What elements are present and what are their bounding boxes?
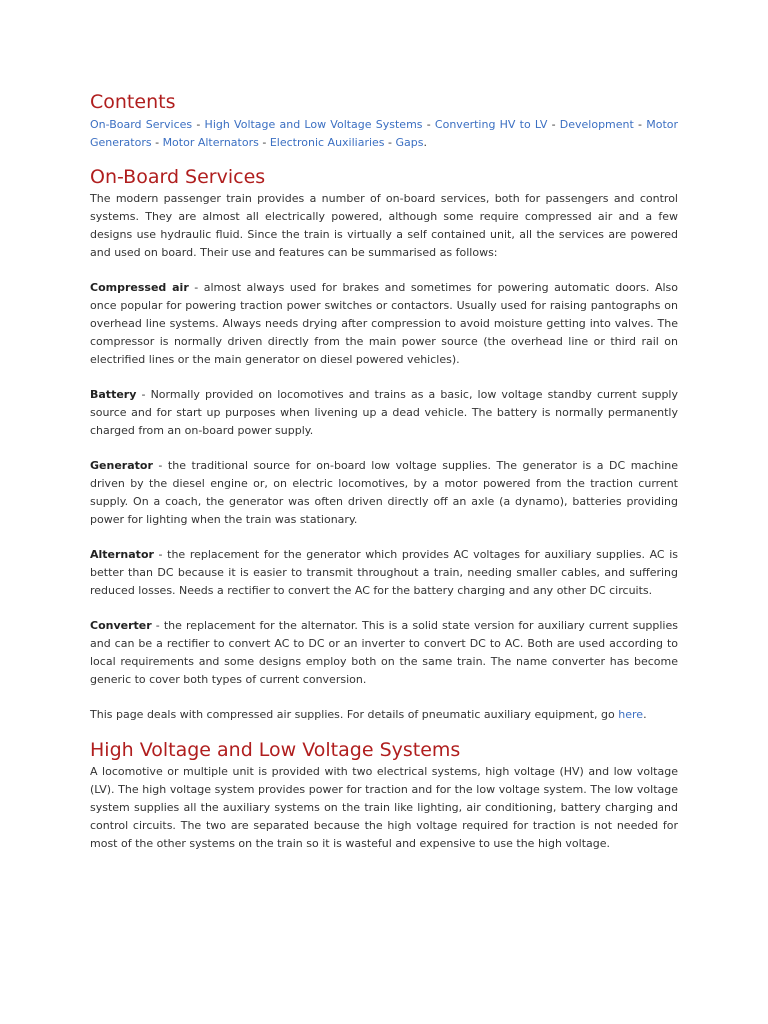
toc-link-converting-hv-lv[interactable]: Converting HV to LV — [434, 118, 548, 131]
toc-link-hv-lv-systems[interactable]: High Voltage and Low Voltage Systems — [204, 118, 423, 131]
converter-text: - the replacement for the alternator. This is a solid state version for auxiliary current supplies and can be a rectifier to convert AC to DC or an inverter to convert DC to AC. Both are used according to local requirements and some designs employ both on the same train. The name converter has become generic to cover both types of current conversion. — [90, 619, 678, 686]
toc-link-motor-generators[interactable]: Motor Generators — [90, 118, 679, 149]
toc-separator: - — [258, 136, 270, 149]
pneumatic-note-paragraph — [90, 706, 678, 724]
battery-paragraph — [90, 386, 678, 440]
toc-terminator: . — [423, 136, 427, 149]
generator-term: Generator — [90, 459, 153, 472]
generator-paragraph — [90, 457, 678, 529]
compressed-air-paragraph — [90, 279, 678, 369]
battery-term: Battery — [90, 388, 137, 401]
alternator-text: - the replacement for the generator which provides AC voltages for auxiliary supplies. AC is better than DC because it is easier to transmit throughout a train, needing smaller cables, and suffering reduced losses. Needs a rectifier to convert the AC for the battery charging and any other DC circuits. — [90, 548, 678, 597]
converter-paragraph — [90, 617, 678, 689]
alternator-term: Alternator — [90, 548, 154, 561]
table-of-contents — [90, 116, 678, 152]
toc-link-development[interactable]: Development — [559, 118, 634, 131]
toc-link-onboard-services[interactable]: On-Board Services — [90, 118, 193, 131]
pneumatic-note-text: This page deals with compressed air supplies. For details of pneumatic auxiliary equipment, go — [90, 708, 619, 721]
battery-text: - Normally provided on locomotives and trains as a basic, low voltage standby current supply source and for start up purposes when livening up a dead vehicle. The battery is normally permanently charged from an on-board power supply. — [90, 388, 678, 437]
compressed-air-term: Compressed air — [90, 281, 189, 294]
alternator-paragraph — [90, 546, 678, 600]
hv-lv-systems-heading: High Voltage and Low Voltage Systems — [90, 739, 461, 761]
hv-lv-paragraph: A locomotive or multiple unit is provided with two electrical systems, high voltage (HV) and low voltage (LV). The high voltage system provides power for traction and for the low voltage system. The low voltage system supplies all the auxiliary systems on the train like lighting, air conditioning, battery charging and control circuits. The two are separated because the high voltage required for traction is not needed for most of the other systems on the train so it is wasteful and expensive to use the high voltage. — [90, 765, 678, 850]
toc-link-electronic-auxiliaries[interactable]: Electronic Auxiliaries — [269, 136, 385, 149]
toc-separator: - — [547, 118, 560, 131]
generator-text: - the traditional source for on-board low voltage supplies. The generator is a DC machine driven by the diesel engine or, on electric locomotives, by a motor powered from the traction current supply. On a coach, the generator was often driven directly off an axle (a dynamo), batteries providing power for lighting when the train was stationary. — [90, 459, 678, 526]
toc-separator: - — [422, 118, 435, 131]
onboard-services-heading: On-Board Services — [90, 166, 266, 188]
toc-separator: - — [151, 136, 163, 149]
pneumatic-here-link[interactable]: here — [618, 708, 644, 721]
compressed-air-text: - almost always used for brakes and sometimes for powering automatic doors. Also once popular for powering traction power switches or contactors. Usually used for raising pantographs on overhead line systems. Always needs drying after compression to avoid moisture getting into valves. The compressor is normally driven directly from the main power source (the overhead line or third rail on electrified lines or the main generator on diesel powered vehicles). — [90, 281, 678, 366]
onboard-intro-paragraph: The modern passenger train provides a number of on-board services, both for passengers and control systems. They are almost all electrically powered, although some require compressed air and a few designs use hydraulic fluid. Since the train is virtually a self contained unit, all the services are powered and used on board. Their use and features can be summarised as follows: — [90, 192, 678, 259]
toc-separator: - — [633, 118, 647, 131]
contents-heading: Contents — [90, 91, 176, 113]
toc-link-motor-alternators[interactable]: Motor Alternators — [162, 136, 259, 149]
toc-separator: - — [384, 136, 396, 149]
pneumatic-note-end: . — [643, 708, 647, 721]
toc-link-gaps[interactable]: Gaps — [395, 136, 424, 149]
toc-separator: - — [192, 118, 205, 131]
article-content — [90, 90, 678, 870]
converter-term: Converter — [90, 619, 152, 632]
